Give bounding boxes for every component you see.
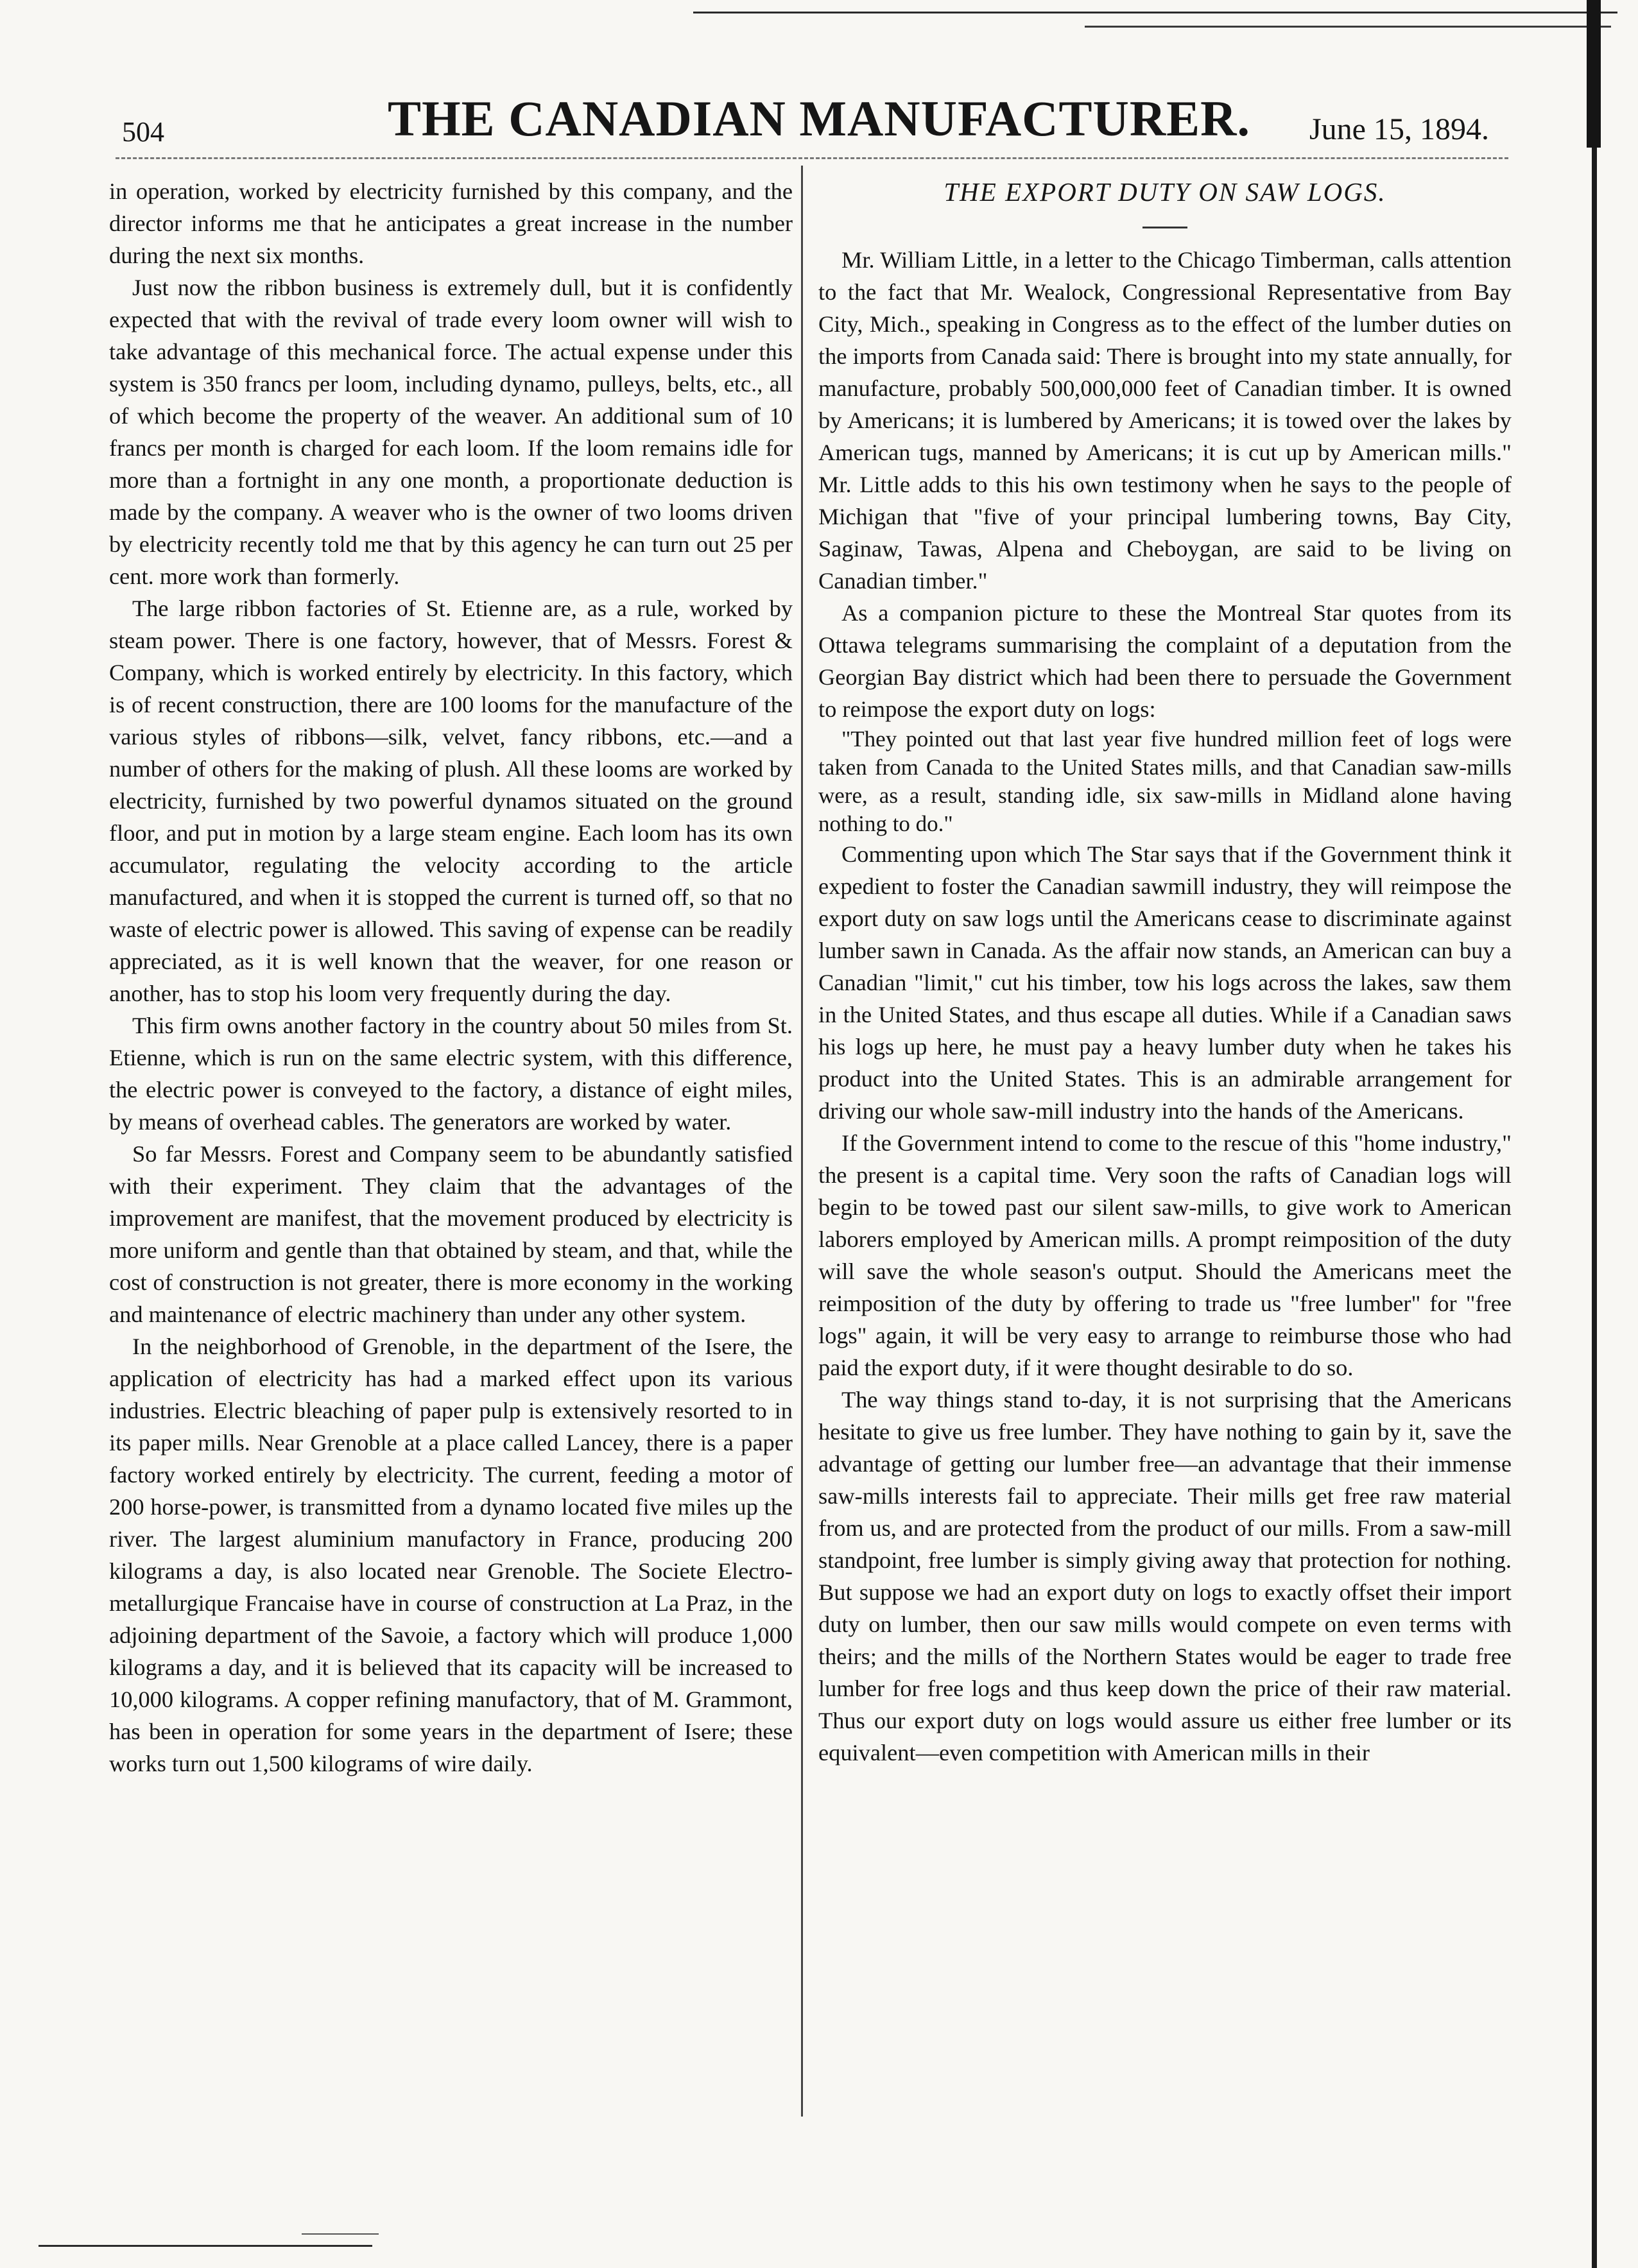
paragraph: The large ribbon factories of St. Etienne are, as a rule, worked by steam power. There is one factory, however, that of Messrs. Forest & Company, which is worked entirely by electricity. In this factory, which is of recent construction, there are 100 looms for the manufacture of the various styles of ribbons—silk, velvet, fancy ribbons, etc.—and a number of others for the making of plush. All these looms are worked by electricity, furnished by two powerful dynamos situated on the ground floor, and put in motion by a large steam engine. Each loom has its own accumulator, regulating the velocity according to the article manufactured, and when it is stopped the current is turned off, so that no waste of electric power is allowed. This saving of expense can be readily appreciated, as it is well known that the weaver, for one reason or another, has to stop his loom very frequently during the day. bbox=[109, 596, 793, 1006]
paragraph: The way things stand to-day, it is not surprising that the Americans hesitate to give us free lumber. They have nothing to gain by it, save the advantage of getting our lumber free—an advantage that their immense saw-mills interests fail to appreciate. Their mills get free raw material from us, and are protected from the product of our mills. From a saw-mill standpoint, free lumber is simply giving away that protection for nothing. But suppose we had an export duty on logs to exactly offset their import duty on lumber, then our saw mills would compete on even terms with theirs; and the mills of the Northern States would be eager to trade free lumber for free logs and thus keep down the price of their raw material. Thus our export duty on logs would assure us either free lumber or its equivalent—even competition with American mills in their bbox=[818, 1387, 1512, 1765]
paragraph: So far Messrs. Forest and Company seem to be abundantly satisfied with their experiment. They claim that the advantages of the improvement are manifest, that the movement produced by electricity is more uniform and gentle than that obtained by steam, and that, while the cost of construction is not greater, there is more economy in the working and maintenance of electric machinery than under any other system. bbox=[109, 1141, 793, 1327]
header-rule bbox=[116, 157, 1508, 159]
right-column bbox=[818, 170, 1512, 1769]
page-header bbox=[0, 90, 1638, 160]
footer-rule bbox=[39, 2245, 372, 2247]
issue-date: June 15, 1894. bbox=[1309, 112, 1489, 146]
paragraph: This firm owns another factory in the country about 50 miles from St. Etienne, which is run on the same electric system, with this difference, the electric power is conveyed to the factory, a distance of eight miles, by means of overhead cables. The generators are worked by water. bbox=[109, 1013, 793, 1135]
article-title: THE EXPORT DUTY ON SAW LOGS. bbox=[944, 177, 1386, 207]
footer-rule-short bbox=[302, 2233, 379, 2235]
paragraph: As a companion picture to these the Montreal Star quotes from its Ottawa telegrams summarising the complaint of a deputation from the Georgian Bay district which had been there to persuade the Government to reimpose the export duty on logs: bbox=[818, 600, 1512, 722]
column-divider bbox=[801, 166, 803, 2117]
page-edge-border bbox=[1592, 148, 1597, 2268]
top-edge-rule bbox=[693, 12, 1617, 13]
top-edge-rule-secondary bbox=[1085, 26, 1611, 28]
page-number: 504 bbox=[122, 116, 164, 148]
publication-title: THE CANADIAN MANUFACTURER. bbox=[387, 90, 1251, 146]
paragraph: Commenting upon which The Star says that if the Government think it expedient to foster the Canadian sawmill industry, they will reimpose the export duty on saw logs until the Americans cease to discriminate against lumber sawn in Canada. As the affair now stands, an American can buy a Canadian "limit," cut his timber, tow his logs across the lakes, saw them in the United States, and thus escape all duties. While if a Canadian saws his logs up here, he must pay a heavy lumber duty when he takes his product into the United States. This is an admirable arrangement for driving our whole saw-mill industry into the hands of the Americans. bbox=[818, 841, 1512, 1124]
block-quote: "They pointed out that last year five hundred million feet of logs were taken from Canada to the United States mills, and that Canadian saw-mills were, as a result, standing idle, six saw-mills in Midland alone having nothing to do." bbox=[818, 726, 1512, 836]
paragraph: If the Government intend to come to the rescue of this "home industry," the present is a capital time. Very soon the rafts of Canadian logs will begin to be towed past our silent saw-mills, to give work to American laborers employed by American mills. A prompt reimposition of the duty will save the whole season's output. Should the Americans meet the reimposition of the duty by offering to trade us "free lumber" for "free logs" again, it will be very easy to arrange to reimburse those who had paid the export duty, if it were thought desirable to do so. bbox=[818, 1130, 1512, 1380]
title-rule bbox=[1142, 227, 1187, 228]
paragraph: Mr. William Little, in a letter to the Chicago Timberman, calls attention to the fact that Mr. Wealock, Congressional Representative from Bay City, Mich., speaking in Congress as to the effect of the lumber duties on the imports from Canada said: There is brought into my state annually, for manufacture, probably 500,000,000 feet of Canadian timber. It is owned by Americans; it is lumbered by Americans; it is towed over the lakes by American tugs, manned by Americans; it is cut up by American mills." Mr. Little adds to this his own testimony when he says to the people of Michigan that "five of your principal lumbering towns, Bay City, Saginaw, Tawas, Alpena and Cheboygan, are said to be living on Canadian timber." bbox=[818, 247, 1512, 594]
paragraph: In the neighborhood of Grenoble, in the department of the Isere, the application of electricity has had a marked effect upon its various industries. Electric bleaching of paper pulp is extensively resorted to in its paper mills. Near Grenoble at a place called Lancey, there is a paper factory worked entirely by electricity. The current, feeding a motor of 200 horse-power, is transmitted from a dynamo located five miles up the river. The largest aluminium manufactory in France, producing 200 kilograms a day, is also located near Grenoble. The Societe Electro-metallurgique Francaise have in course of construction at La Praz, in the adjoining department of the Savoie, a factory which will produce 1,000 kilograms a day, and it is believed that its capacity will be increased to 10,000 kilograms. A copper refining manufactory, that of M. Grammont, has been in operation for some years in the department of Isere; these works turn out 1,500 kilograms of wire daily. bbox=[109, 1334, 793, 1776]
paragraph: in operation, worked by electricity furnished by this company, and the director informs me that he anticipates a great increase in the number during the next six months. bbox=[109, 178, 793, 268]
paragraph: Just now the ribbon business is extremely dull, but it is confidently expected that with the revival of trade every loom owner will wish to take advantage of this mechanical force. The actual expense under this system is 350 francs per loom, including dynamo, pulleys, belts, etc., all of which become the property of the weaver. An additional sum of 10 francs per month is charged for each loom. If the loom remains idle for more than a fortnight in any one month, a proportionate deduction is made by the company. A weaver who is the owner of two looms driven by electricity recently told me that by this agency he can turn out 25 per cent. more work than formerly. bbox=[109, 275, 793, 589]
left-column bbox=[109, 170, 793, 1780]
